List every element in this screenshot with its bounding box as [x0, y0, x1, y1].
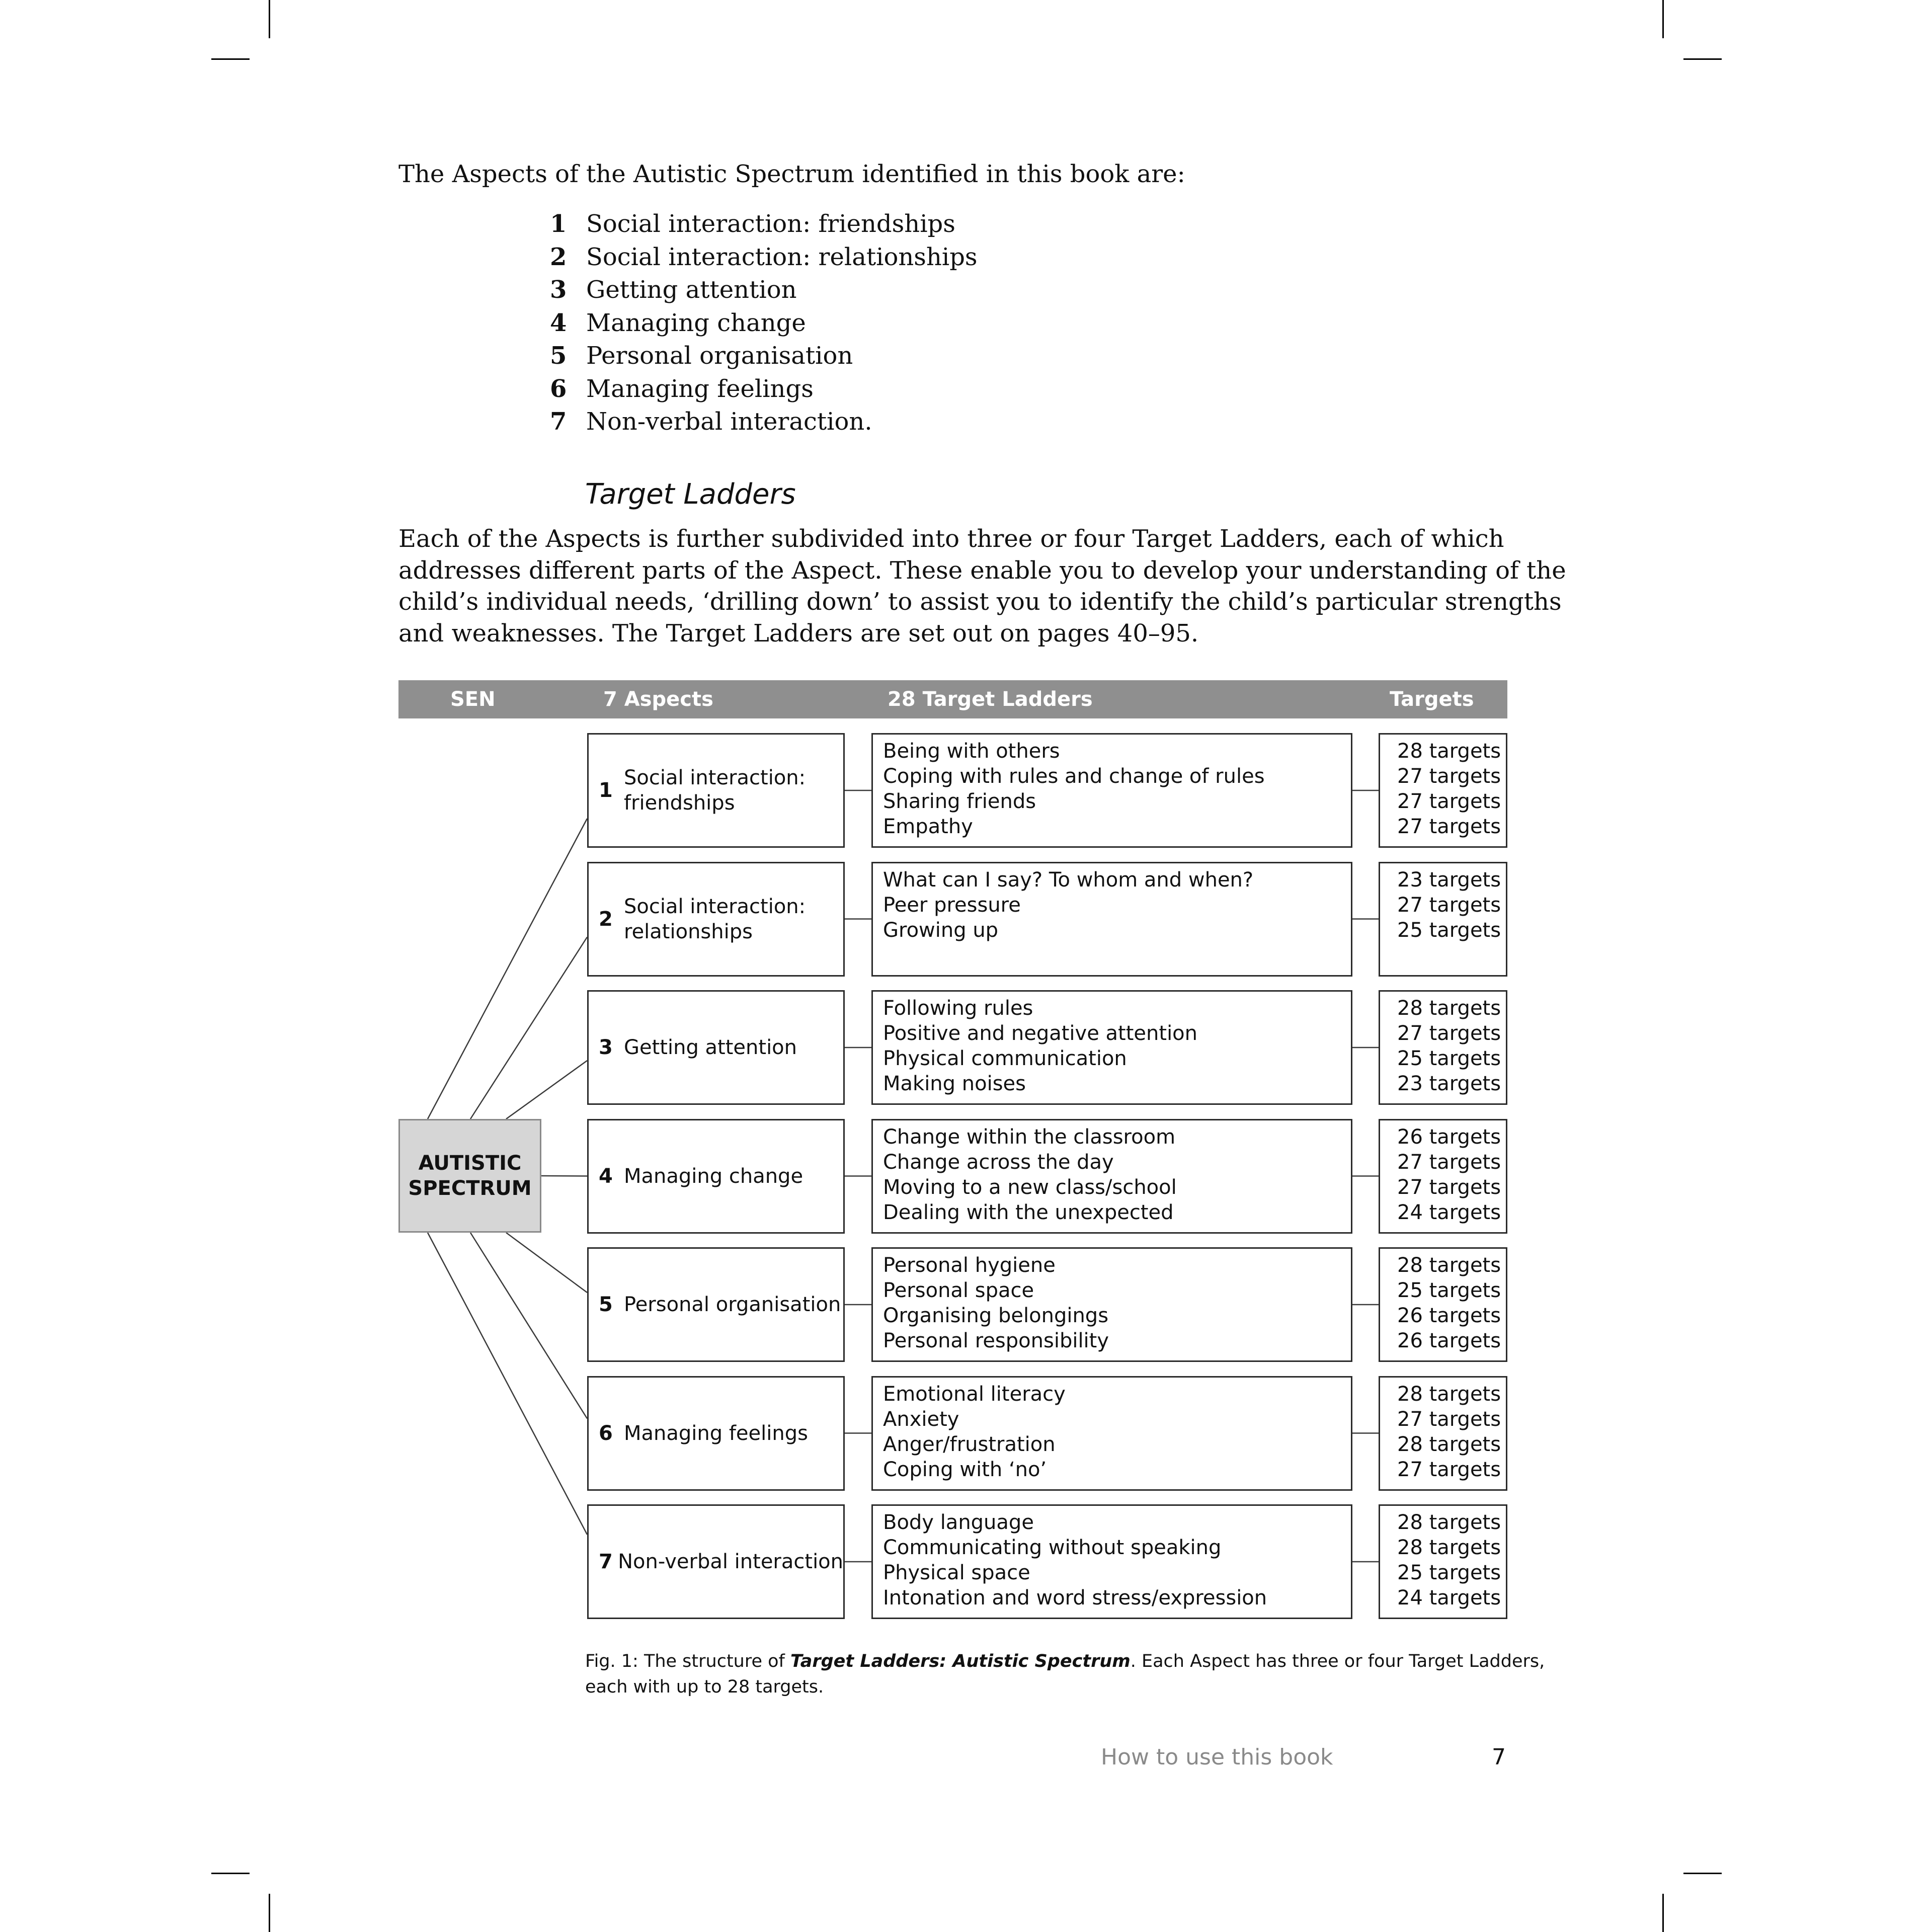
center-to-aspect-connector: [470, 1233, 587, 1419]
center-to-aspect-connector: [506, 1233, 587, 1293]
paragraph-line: addresses different parts of the Aspect. These enable you to develop your understanding of the: [398, 556, 1566, 585]
list-item-label: Personal organisation: [586, 342, 853, 370]
list-item-label: Managing feelings: [586, 374, 814, 403]
list-item-label: Getting attention: [586, 276, 797, 304]
ladder-item: Personal space: [883, 1279, 1034, 1302]
aspect-label-line: relationships: [624, 920, 753, 943]
aspect-box: [587, 1504, 845, 1619]
caption-line: each with up to 28 targets.: [585, 1677, 824, 1697]
targets-box: [1379, 990, 1507, 1105]
targets-box: [1379, 1119, 1507, 1234]
list-item-number: 2: [550, 243, 567, 271]
list-item-label: Managing change: [586, 308, 806, 337]
list-item-number: 1: [550, 210, 567, 238]
ladder-box: [871, 1119, 1352, 1234]
center-to-aspect-connector: [428, 819, 587, 1119]
ladder-box: [871, 862, 1352, 977]
autistic-spectrum-box: [398, 1119, 541, 1233]
target-count: 27 targets: [1397, 1022, 1501, 1045]
target-count: 27 targets: [1397, 1150, 1501, 1174]
aspect-number: 6: [599, 1421, 613, 1445]
ladder-item: Positive and negative attention: [883, 1022, 1197, 1045]
aspect-label: [618, 1549, 843, 1574]
targets-box: [1379, 1504, 1507, 1619]
figure-caption: [585, 1649, 1545, 1700]
targets-box: [1379, 733, 1507, 848]
ladder-item: Physical space: [883, 1561, 1030, 1584]
list-item-number: 5: [550, 342, 567, 370]
ladder-box: [871, 990, 1352, 1105]
aspect-label: [624, 1421, 808, 1446]
aspect-label-line: Managing change: [624, 1164, 803, 1188]
header-targets: Targets: [1390, 688, 1474, 711]
target-count: 25 targets: [1397, 1279, 1501, 1302]
aspect-number: 4: [599, 1164, 613, 1188]
target-count: 27 targets: [1397, 1458, 1501, 1481]
target-count: 27 targets: [1397, 790, 1501, 813]
target-count: 27 targets: [1397, 815, 1501, 838]
ladder-item: Personal responsibility: [883, 1329, 1109, 1352]
target-count: 23 targets: [1397, 1072, 1501, 1095]
ladder-item: Growing up: [883, 918, 999, 942]
running-footer-title: How to use this book: [1101, 1744, 1333, 1770]
target-count: 28 targets: [1397, 1254, 1501, 1277]
aspect-number: 3: [599, 1036, 613, 1059]
center-label-line: AUTISTIC: [418, 1152, 522, 1175]
aspect-box: [587, 990, 845, 1105]
ladder-item: Sharing friends: [883, 790, 1036, 813]
caption-line: [585, 1649, 1545, 1674]
header-sen: SEN: [450, 688, 496, 711]
ladder-item: Moving to a new class/school: [883, 1175, 1177, 1199]
target-count: 26 targets: [1397, 1304, 1501, 1327]
list-item-label: Non-verbal interaction.: [586, 408, 872, 436]
target-count: 26 targets: [1397, 1329, 1501, 1352]
ladder-item: Coping with rules and change of rules: [883, 765, 1265, 788]
ladder-item: Anger/frustration: [883, 1432, 1056, 1456]
center-to-aspect-connector: [506, 1061, 587, 1119]
target-count: 28 targets: [1397, 1432, 1501, 1456]
aspect-number: 1: [599, 779, 613, 802]
aspect-box: [587, 1119, 845, 1234]
aspect-box: [587, 1376, 845, 1491]
paragraph-line: and weaknesses. The Target Ladders are set out on pages 40–95.: [398, 619, 1199, 648]
target-count: 28 targets: [1397, 740, 1501, 763]
list-item-number: 3: [550, 276, 567, 304]
caption-title: Target Ladders: Autistic Spectrum: [790, 1651, 1131, 1671]
ladder-item: Personal hygiene: [883, 1254, 1056, 1277]
target-count: 26 targets: [1397, 1125, 1501, 1149]
ladder-item: Change across the day: [883, 1150, 1114, 1174]
aspect-label: [624, 765, 806, 816]
intro-text: The Aspects of the Autistic Spectrum identified in this book are:: [398, 160, 1185, 188]
paragraph-line: Each of the Aspects is further subdivided into three or four Target Ladders, each of which: [398, 525, 1504, 553]
ladder-item: Coping with ‘no’: [883, 1458, 1047, 1481]
ladder-item: Following rules: [883, 997, 1033, 1020]
ladder-item: Making noises: [883, 1072, 1026, 1095]
targets-box: [1379, 862, 1507, 977]
aspect-number: 2: [599, 907, 613, 931]
aspect-label-line: Social interaction:: [624, 766, 806, 789]
list-item-number: 7: [550, 408, 567, 436]
ladder-item: Anxiety: [883, 1407, 959, 1431]
header-aspects: 7 Aspects: [603, 688, 713, 711]
ladder-item: Organising belongings: [883, 1304, 1109, 1327]
aspect-number: 7: [599, 1550, 613, 1573]
aspect-label-line: Managing feelings: [624, 1421, 808, 1445]
target-count: 25 targets: [1397, 1561, 1501, 1584]
center-to-aspect-connector: [428, 1233, 587, 1535]
aspect-box: [587, 733, 845, 848]
page-number: 7: [1492, 1744, 1506, 1770]
target-count: 28 targets: [1397, 1382, 1501, 1406]
aspect-number: 5: [599, 1293, 613, 1316]
aspect-label: [624, 1035, 797, 1060]
aspect-box: [587, 1247, 845, 1362]
aspect-label: [624, 1292, 841, 1317]
ladder-box: [871, 733, 1352, 848]
center-label-line: SPECTRUM: [408, 1177, 532, 1200]
aspect-label: [624, 894, 806, 944]
target-count: 28 targets: [1397, 997, 1501, 1020]
aspect-label-line: Social interaction:: [624, 895, 806, 918]
ladder-item: Peer pressure: [883, 893, 1021, 917]
caption-suffix: . Each Aspect has three or four Target Ladders,: [1130, 1651, 1545, 1671]
caption-prefix: Fig. 1: The structure of: [585, 1651, 791, 1671]
aspect-label-line: Getting attention: [624, 1036, 797, 1059]
target-count: 25 targets: [1397, 1047, 1501, 1070]
list-item-number: 4: [550, 308, 567, 337]
paragraph-line: child’s individual needs, ‘drilling down’ to assist you to identify the child’s particular strengths: [398, 588, 1562, 616]
aspect-label-line: friendships: [624, 791, 735, 815]
target-count: 24 targets: [1397, 1586, 1501, 1609]
header-ladders: 28 Target Ladders: [888, 688, 1093, 711]
list-item-label: Social interaction: relationships: [586, 243, 978, 271]
target-count: 24 targets: [1397, 1200, 1501, 1224]
ladder-item: Being with others: [883, 740, 1060, 763]
ladder-box: [871, 1376, 1352, 1491]
ladder-item: Body language: [883, 1511, 1034, 1534]
list-item-label: Social interaction: friendships: [586, 210, 955, 238]
target-count: 27 targets: [1397, 1407, 1501, 1431]
target-count: 27 targets: [1397, 893, 1501, 917]
ladder-box: [871, 1504, 1352, 1619]
section-heading: Target Ladders: [585, 478, 796, 511]
aspect-box: [587, 862, 845, 977]
center-to-aspect-connector: [470, 937, 587, 1119]
target-count: 27 targets: [1397, 765, 1501, 788]
target-count: 23 targets: [1397, 868, 1501, 892]
ladder-item: Intonation and word stress/expression: [883, 1586, 1267, 1609]
aspect-label-line: Non-verbal interaction: [618, 1550, 843, 1573]
ladder-item: Dealing with the unexpected: [883, 1200, 1174, 1224]
target-count: 25 targets: [1397, 918, 1501, 942]
ladder-item: Communicating without speaking: [883, 1536, 1222, 1559]
aspect-label: [624, 1164, 803, 1189]
target-count: 28 targets: [1397, 1536, 1501, 1559]
target-count: 28 targets: [1397, 1511, 1501, 1534]
target-count: 27 targets: [1397, 1175, 1501, 1199]
ladder-item: Emotional literacy: [883, 1382, 1066, 1406]
aspect-label-line: Personal organisation: [624, 1293, 841, 1316]
ladder-item: Change within the classroom: [883, 1125, 1176, 1149]
ladder-box: [871, 1247, 1352, 1362]
ladder-item: Empathy: [883, 815, 973, 838]
ladder-item: Physical communication: [883, 1047, 1127, 1070]
targets-box: [1379, 1247, 1507, 1362]
list-item-number: 6: [550, 374, 567, 403]
targets-box: [1379, 1376, 1507, 1491]
ladder-item: What can I say? To whom and when?: [883, 868, 1254, 892]
